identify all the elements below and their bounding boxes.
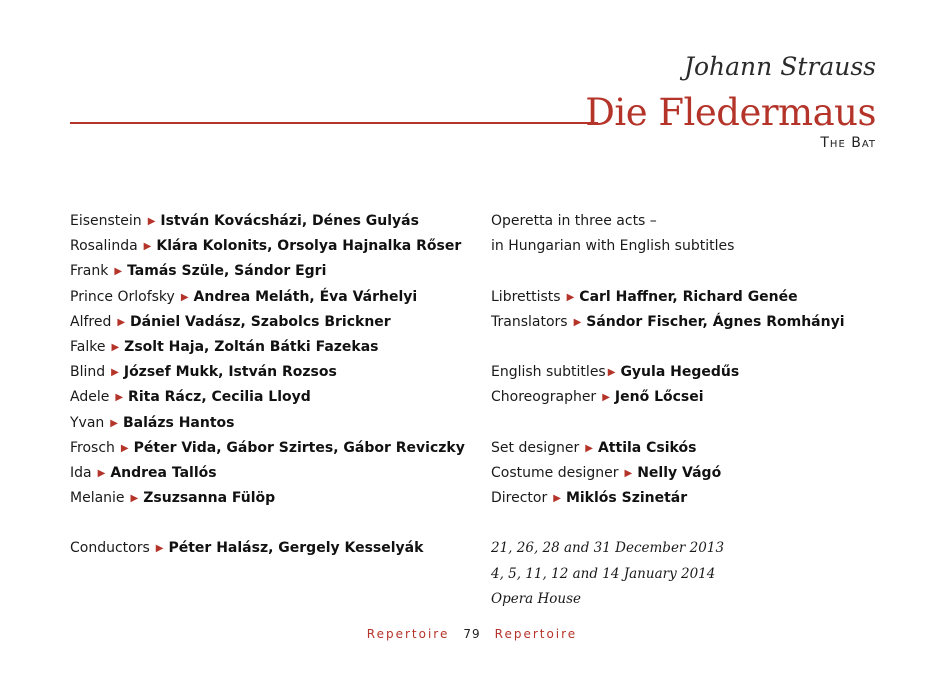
dates-line: 4, 5, 11, 12 and 14 January 2014 [491,565,716,582]
page-footer [0,627,944,641]
role-label: Eisenstein [70,213,142,229]
bullet-arrow-icon: ▶ [117,316,126,328]
dates-line: 21, 26, 28 and 31 December 2013 [491,540,725,557]
cast-names: Andrea Tallós [110,464,217,481]
conductors-row [70,536,475,561]
credit-row [491,461,891,486]
footer-section-left: Repertoire [366,627,450,641]
role-label: English subtitles [491,364,606,381]
bullet-arrow-icon: ▶ [97,467,106,479]
credit-names: Gyula Hegedűs [620,364,740,381]
role-label: Set designer [491,439,580,456]
bullet-arrow-icon: ▶ [120,442,129,454]
role-label: Librettists [491,288,561,305]
bullet-arrow-icon: ▶ [180,291,189,303]
role-label: Prince Orlofsky [70,288,175,305]
cast-row [70,209,475,234]
credit-names: Sándor Fischer, Ágnes Romhányi [586,313,845,330]
bullet-arrow-icon: ▶ [115,392,124,404]
cast-names: Tamás Szüle, Sándor Egri [127,263,327,280]
role-label: Ida [70,464,92,481]
credit-names: Carl Haffner, Richard Genée [579,288,798,305]
info-line: in Hungarian with English subtitles [491,238,735,255]
role-label: Conductors [70,540,150,557]
venue-line: Opera House [491,590,582,607]
cast-row [70,411,475,436]
spacer [491,411,891,436]
role-label: Yvan [70,414,105,431]
spacer [70,511,475,536]
bullet-arrow-icon: ▶ [602,392,610,404]
cast-names: Rita Rácz, Cecilia Lloyd [128,389,311,406]
cast-names: Péter Halász, Gergely Kesselyák [168,540,424,557]
cast-row [70,436,475,461]
credit-row [491,285,891,310]
bullet-arrow-icon: ▶ [607,367,616,379]
page-subtitle: The Bat [820,135,876,151]
cast-row [70,486,475,511]
cast-names: Balázs Hantos [123,414,235,431]
cast-row [70,259,475,284]
bullet-arrow-icon: ▶ [147,216,156,227]
role-label: Choreographer [491,389,597,406]
cast-row [70,461,475,486]
page-title: Die Fledermaus [585,91,876,134]
footer-section-right: Repertoire [494,627,578,641]
cast-names: Zsuzsanna Fülöp [143,490,276,507]
role-label: Adele [70,389,110,406]
bullet-arrow-icon: ▶ [111,367,119,379]
spacer [491,335,891,360]
bullet-arrow-icon: ▶ [573,316,582,328]
role-label: Translators [491,313,568,330]
composer-name: Johann Strauss [683,52,876,81]
spacer [491,259,891,284]
cast-names: Dániel Vadász, Szabolcs Brickner [130,313,391,330]
credit-names: Miklós Szinetár [565,490,688,507]
credit-row [491,310,891,335]
bullet-arrow-icon: ▶ [110,417,118,429]
role-label: Falke [70,338,106,355]
production-column [491,209,891,612]
bullet-arrow-icon: ▶ [553,493,561,505]
role-label: Costume designer [491,464,619,481]
cast-row [70,310,475,335]
cast-names: Zsolt Haja, Zoltán Bátki Fazekas [124,338,379,355]
bullet-arrow-icon: ▶ [585,442,593,454]
spacer [491,511,891,536]
cast-names: István Kovácsházi, Dénes Gulyás [160,213,419,229]
role-label: Alfred [70,313,112,330]
role-label: Melanie [70,490,125,507]
bullet-arrow-icon: ▶ [130,493,139,505]
cast-names: Péter Vida, Gábor Szirtes, Gábor Reviczky [133,439,465,456]
bullet-arrow-icon: ▶ [114,266,123,278]
cast-names: József Mukk, István Rozsos [123,364,337,381]
role-label: Director [491,490,548,507]
role-label: Frosch [70,439,115,456]
bullet-arrow-icon: ▶ [624,467,633,479]
credit-names: Attila Csikós [597,439,697,456]
credit-row [491,436,891,461]
credit-row [491,486,891,511]
cast-row [70,385,475,410]
bullet-arrow-icon: ▶ [566,291,575,303]
role-label: Frank [70,263,109,280]
cast-row [70,360,475,385]
cast-row [70,335,475,360]
cast-row [70,285,475,310]
credit-row [491,360,891,385]
info-line: Operetta in three acts – [491,213,657,229]
credit-names: Nelly Vágó [637,464,722,481]
cast-names: Andrea Meláth, Éva Várhelyi [193,288,418,305]
role-label: Rosalinda [70,238,138,255]
credit-row [491,385,891,410]
title-rule [70,122,598,124]
credit-names: Jenő Lőcsei [614,389,704,406]
cast-names: Klára Kolonits, Orsolya Hajnalka Rőser [156,238,462,255]
cast-row [70,234,475,259]
bullet-arrow-icon: ▶ [155,543,164,555]
bullet-arrow-icon: ▶ [111,341,120,353]
cast-column [70,209,475,562]
page-number: 79 [463,627,481,641]
bullet-arrow-icon: ▶ [143,241,152,253]
role-label: Blind [70,364,106,381]
